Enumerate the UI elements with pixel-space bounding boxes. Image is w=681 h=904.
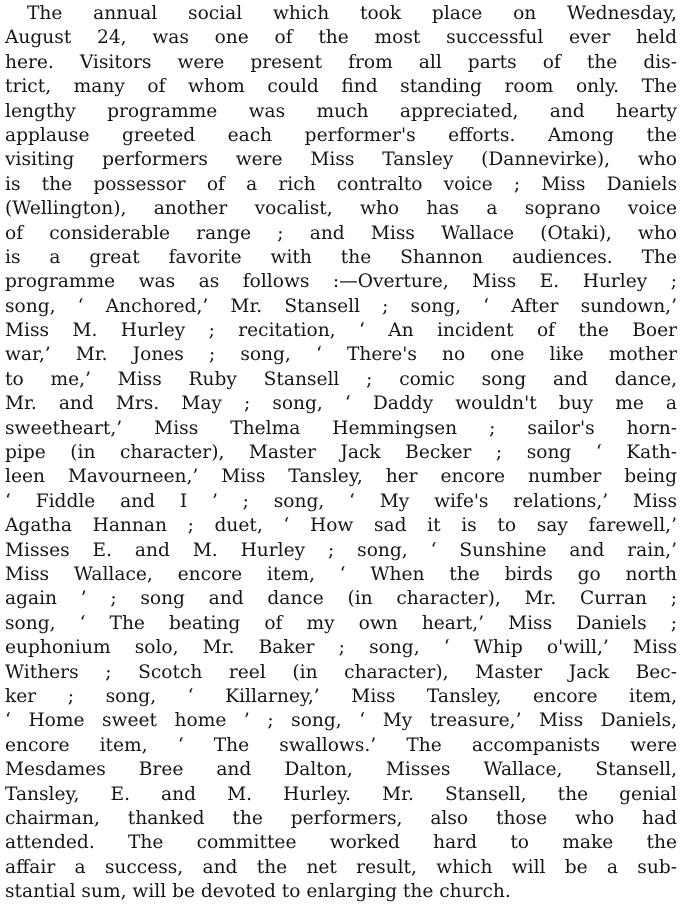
text-line: applause greeted each performer's efforts. Among the — [5, 124, 677, 146]
text-line: trict, many of whom could find standing room only. The — [5, 76, 677, 98]
text-line: encore item, ‘ The swallows.’ The accompanists were — [5, 734, 677, 756]
text-line: ‘ Fiddle and I ’ ; song, ‘ My wife's relations,’ Miss — [5, 490, 677, 512]
text-line: Mesdames Bree and Dalton, Misses Wallace, Stansell, — [5, 759, 677, 781]
text-line: song, ‘ The beating of my own heart,’ Miss Daniels ; — [5, 612, 677, 634]
text-line: Withers ; Scotch reel (in character), Master Jack Bec- — [5, 661, 677, 683]
text-line: pipe (in character), Master Jack Becker ; song ‘ Kath- — [5, 442, 677, 464]
text-line: attended. The committee worked hard to make the — [5, 832, 677, 854]
text-line: to me,’ Miss Ruby Stansell ; comic song and dance, — [5, 368, 677, 390]
text-line: August 24, was one of the most successful ever held — [5, 27, 677, 49]
text-line: lengthy programme was much appreciated, and hearty — [5, 100, 677, 122]
text-line: programme was as follows :—Overture, Miss E. Hurley ; — [5, 271, 677, 293]
text-line: song, ‘ Anchored,’ Mr. Stansell ; song, ‘ After sundown,’ — [5, 295, 677, 317]
text-line: sweetheart,’ Miss Thelma Hemmingsen ; sailor's horn- — [5, 417, 677, 439]
text-line: is a great favorite with the Shannon audiences. The — [5, 246, 677, 268]
text-line: again ’ ; song and dance (in character), Mr. Curran ; — [5, 588, 677, 610]
text-line: Mr. and Mrs. May ; song, ‘ Daddy wouldn't buy me a — [5, 393, 677, 415]
text-line: Misses E. and M. Hurley ; song, ‘ Sunshine and rain,’ — [5, 539, 677, 561]
text-line: is the possessor of a rich contralto voice ; Miss Daniels — [5, 173, 677, 195]
text-line: of considerable range ; and Miss Wallace (Otaki), who — [5, 222, 677, 244]
text-line: affair a success, and the net result, which will be a sub- — [5, 856, 677, 878]
text-line: leen Mavourneen,’ Miss Tansley, her encore number being — [5, 466, 677, 488]
text-line: visiting performers were Miss Tansley (Dannevirke), who — [5, 149, 677, 171]
text-line: ker ; song, ‘ Killarney,’ Miss Tansley, encore item, — [5, 685, 677, 707]
text-line: chairman, thanked the performers, also those who had — [5, 807, 677, 829]
text-line: The annual social which took place on Wednesday, — [27, 3, 677, 24]
text-line: Miss M. Hurley ; recitation, ‘ An incident of the Boer — [5, 320, 677, 342]
text-line: here. Visitors were present from all parts of the dis- — [5, 51, 677, 73]
text-line: euphonium solo, Mr. Baker ; song, ‘ Whip o'will,’ Miss — [5, 637, 677, 659]
text-line: (Wellington), another vocalist, who has a soprano voice — [5, 198, 677, 220]
text-line: Tansley, E. and M. Hurley. Mr. Stansell, the genial — [5, 783, 677, 805]
text-line: ‘ Home sweet home ’ ; song, ‘ My treasure,’ Miss Daniels, — [5, 710, 677, 732]
text-line: stantial sum, will be devoted to enlarging the church. — [5, 881, 511, 903]
text-line: Miss Wallace, encore item, ‘ When the birds go north — [5, 563, 677, 585]
text-line: war,’ Mr. Jones ; song, ‘ There's no one like mother — [5, 344, 677, 366]
text-line: Agatha Hannan ; duet, ‘ How sad it is to say farewell,’ — [5, 515, 677, 537]
article-body — [5, 2, 677, 904]
